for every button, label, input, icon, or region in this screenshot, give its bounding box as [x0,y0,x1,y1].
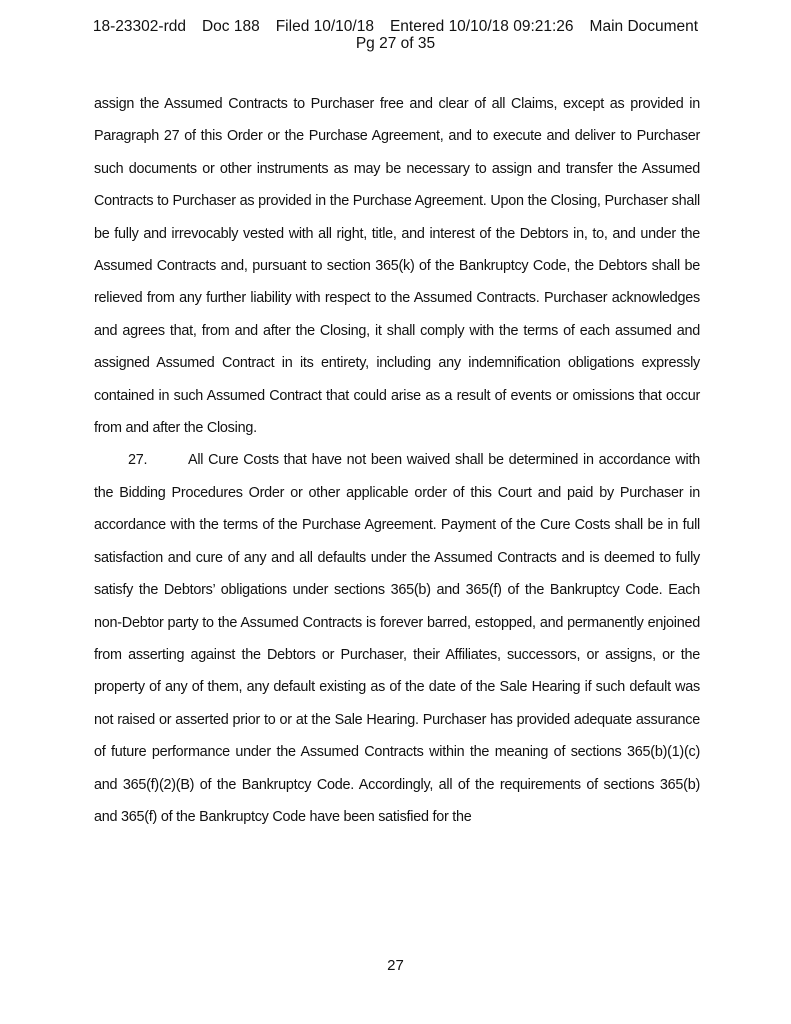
paragraph-number: 27. [128,452,148,469]
doc-number: Doc 188 [201,18,260,35]
document-body [94,88,700,833]
header-line-1 [0,18,791,35]
filed-date: Filed 10/10/18 [275,18,374,35]
paragraph-continued: assign the Assumed Contracts to Purchaser free and clear of all Claims, except as provided in Paragraph 27 of this Order or the Purchase Agreement, and to execute and deliver to Purchaser such documents or other instruments as may be necessary to assign and transfer the Assumed Contracts to Purchaser as provided in the Purchase Agreement. Upon the Closing, Purchaser shall be fully and irrevocably vested with all right, title, and interest of the Debtors in, to, and under the Assumed Contracts and, pursuant to section 365(k) of the Bankruptcy Code, the Debtors shall be relieved from any further liability with respect to the Assumed Contracts. Purchaser acknowledges and agrees that, from and after the Closing, it shall comply with the terms of each assumed and assigned Assumed Contract in its entirety, including any indemnification obligations expressly contained in such Assumed Contract that could arise as a result of events or omissions that occur from and after the Closing. [94,96,700,437]
paragraph-27 [94,444,700,833]
case-number: 18-23302-rdd [92,18,186,35]
page-number: 27 [387,957,404,974]
main-document-label: Main Document [589,18,699,35]
paragraph-27-text: All Cure Costs that have not been waived shall be determined in accordance with the Bidding Procedures Order or other applicable order of this Court and paid by Purchaser in accordance with the terms of the Purchase Agreement. Payment of the Cure Costs shall be in full satisfaction and cure of any and all defaults under the Assumed Contracts and is deemed to fully satisfy the Debtors’ obligations under sections 365(b) and 365(f) of the Bankruptcy Code. Each non-Debtor party to the Assumed Contracts is forever barred, estopped, and permanently enjoined from asserting against the Debtors or Purchaser, their Affiliates, successors, or assigns, or the property of any of them, any default existing as of the date of the Sale Hearing if such default was not raised or asserted prior to or at the Sale Hearing. Purchaser has provided adequate assurance of future performance under the Assumed Contracts within the meaning of sections 365(b)(1)(c) and 365(f)(2)(B) of the Bankruptcy Code. Accordingly, all of the requirements of sections 365(b) and 365(f) of the Bankruptcy Code have been satisfied for the [94,452,700,825]
page-count: Pg 27 of 35 [355,35,436,52]
page-header [0,18,791,52]
entered-date: Entered 10/10/18 09:21:26 [389,18,574,35]
